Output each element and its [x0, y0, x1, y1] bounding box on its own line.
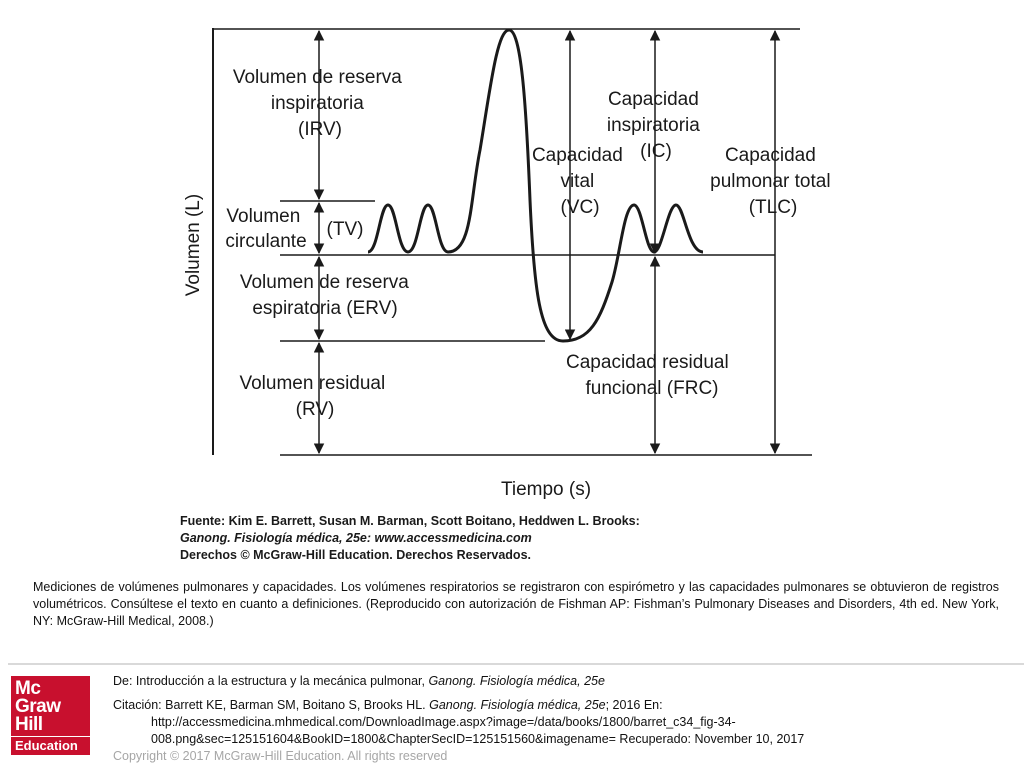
figure-caption: Mediciones de volúmenes pulmonares y capacidades. Los volúmenes respiratorios se registraron con espirómetro y las capacidades pulmonares se obtuvieron de registros volumétricos. Consúltese el texto en cuanto a definiciones. (Reproducido con autorización de Fishman AP: Fishman’s Pulmonary Diseases and Disorders, 4th ed. New York, NY: McGraw-Hill Medical, 2008.): [33, 580, 999, 628]
frc-label: Capacidad residual funcional (FRC): [566, 352, 729, 399]
x-axis-label: Tiempo (s): [500, 479, 592, 500]
irv-label: Volumen de reserva inspiratoria (IRV): [232, 67, 402, 140]
citation-url-line-2[interactable]: 008.png&sec=125151604&BookID=1800&ChapterSecID=125151560&imagename= Recuperado: November 10, 2017: [151, 732, 805, 746]
vc-label: Capacidad vital (VC): [531, 145, 623, 218]
divider: [8, 663, 1024, 665]
copyright-text: Copyright © 2017 McGraw-Hill Education. All rights reserved: [113, 749, 448, 763]
tv-label: Volumen circulante: [225, 206, 307, 252]
y-axis-label: Volumen (L): [183, 193, 204, 297]
ic-label: Capacidad inspiratoria (IC): [606, 89, 700, 162]
rv-label: Volumen residual (RV): [239, 373, 386, 420]
tv-abbr-label: (TV): [326, 219, 364, 240]
spirometry-trace: [368, 30, 703, 341]
citation-line: Citación: Barrett KE, Barman SM, Boitano S, Brooks HL. Ganong. Fisiología médica, 25e; 2016 En:: [113, 698, 663, 712]
citation-url-line-1[interactable]: http://accessmedicina.mhmedical.com/DownloadImage.aspx?image=/data/books/1800/barret_c34_fig-34-: [151, 715, 736, 729]
from-line: De: Introducción a la estructura y la mecánica pulmonar, Ganong. Fisiología médica, 25e: [113, 674, 605, 688]
citation-block: [113, 673, 1013, 765]
mcgraw-hill-logo: Mc Graw Hill Education: [11, 676, 90, 755]
figure-source: Fuente: Kim E. Barrett, Susan M. Barman, Scott Boitano, Heddwen L. Brooks: Ganong. Fisiología médica, 25e: www.accessmedicina.com Derechos © McGraw-Hill Education. Derechos Reservados.: [180, 514, 640, 562]
tlc-label: Capacidad pulmonar total (TLC): [710, 145, 831, 218]
erv-label: Volumen de reserva espiratoria (ERV): [239, 272, 409, 319]
